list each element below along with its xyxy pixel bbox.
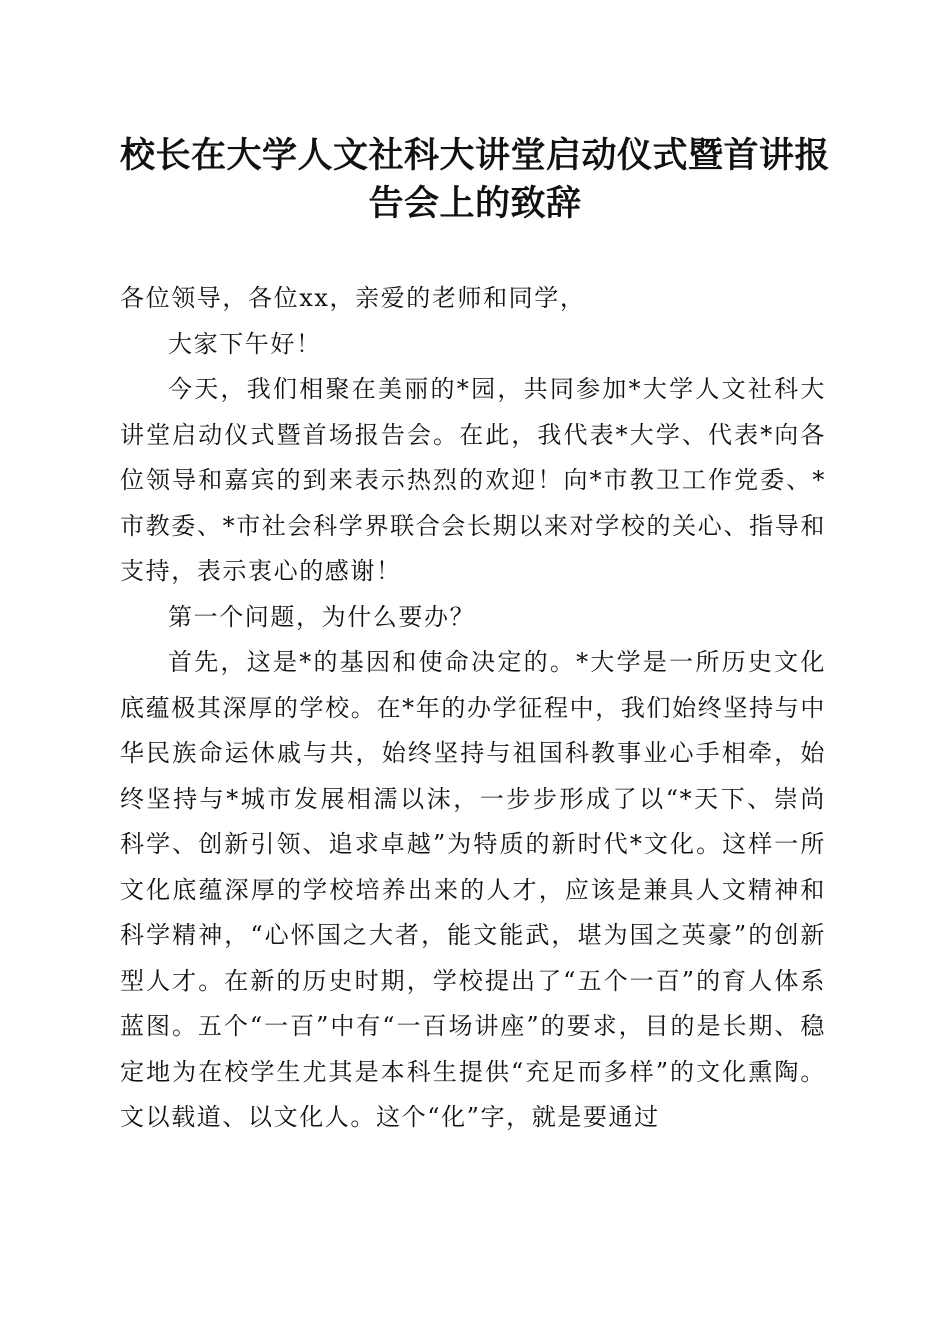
document-title-line-1: 校长在大学人文社科大讲堂启动仪式暨首讲报: [119, 135, 830, 176]
greeting: 大家下午好！: [168, 329, 322, 358]
document-title-line-2: 告会上的致辞: [368, 183, 582, 224]
section-heading: 第一个问题，为什么要办？: [168, 602, 476, 631]
document-title: [110, 132, 840, 228]
paragraph-welcome: 今天，我们相聚在美丽的*园，共同参加*大学人文社科大讲堂启动仪式暨首场报告会。在此，我代表*大学、代表*向各位领导和嘉宾的到来表示热烈的欢迎！向*市教卫工作党委、*市教委、*市社会科学界联合会长期以来对学校的关心、指导和支持，表示衷心的感谢！: [120, 375, 826, 585]
document-body: [120, 276, 826, 1141]
salutation: 各位领导，各位xx，亲爱的老师和同学，: [120, 284, 586, 312]
paragraph-reason: 首先，这是*的基因和使命决定的。*大学是一所历史文化底蕴极其深厚的学校。在*年的办学征程中，我们始终坚持与中华民族命运休戚与共，始终坚持与祖国科教事业心手相牵，始终坚持与*城市发展相濡以沫，一步步形成了以“*天下、崇尚科学、创新引领、追求卓越”为特质的新时代*文化。这样一所文化底蕴深厚的学校培养出来的人才，应该是兼具人文精神和科学精神，“心怀国之大者，能文能武，堪为国之英豪”的创新型人才。在新的历史时期，学校提出了“五个一百”的育人体系蓝图。五个“一百”中有“一百场讲座”的要求，目的是长期、稳定地为在校学生尤其是本科生提供“充足而多样”的文化熏陶。文以载道、以文化人。这个“化”字，就是要通过: [120, 648, 826, 1131]
